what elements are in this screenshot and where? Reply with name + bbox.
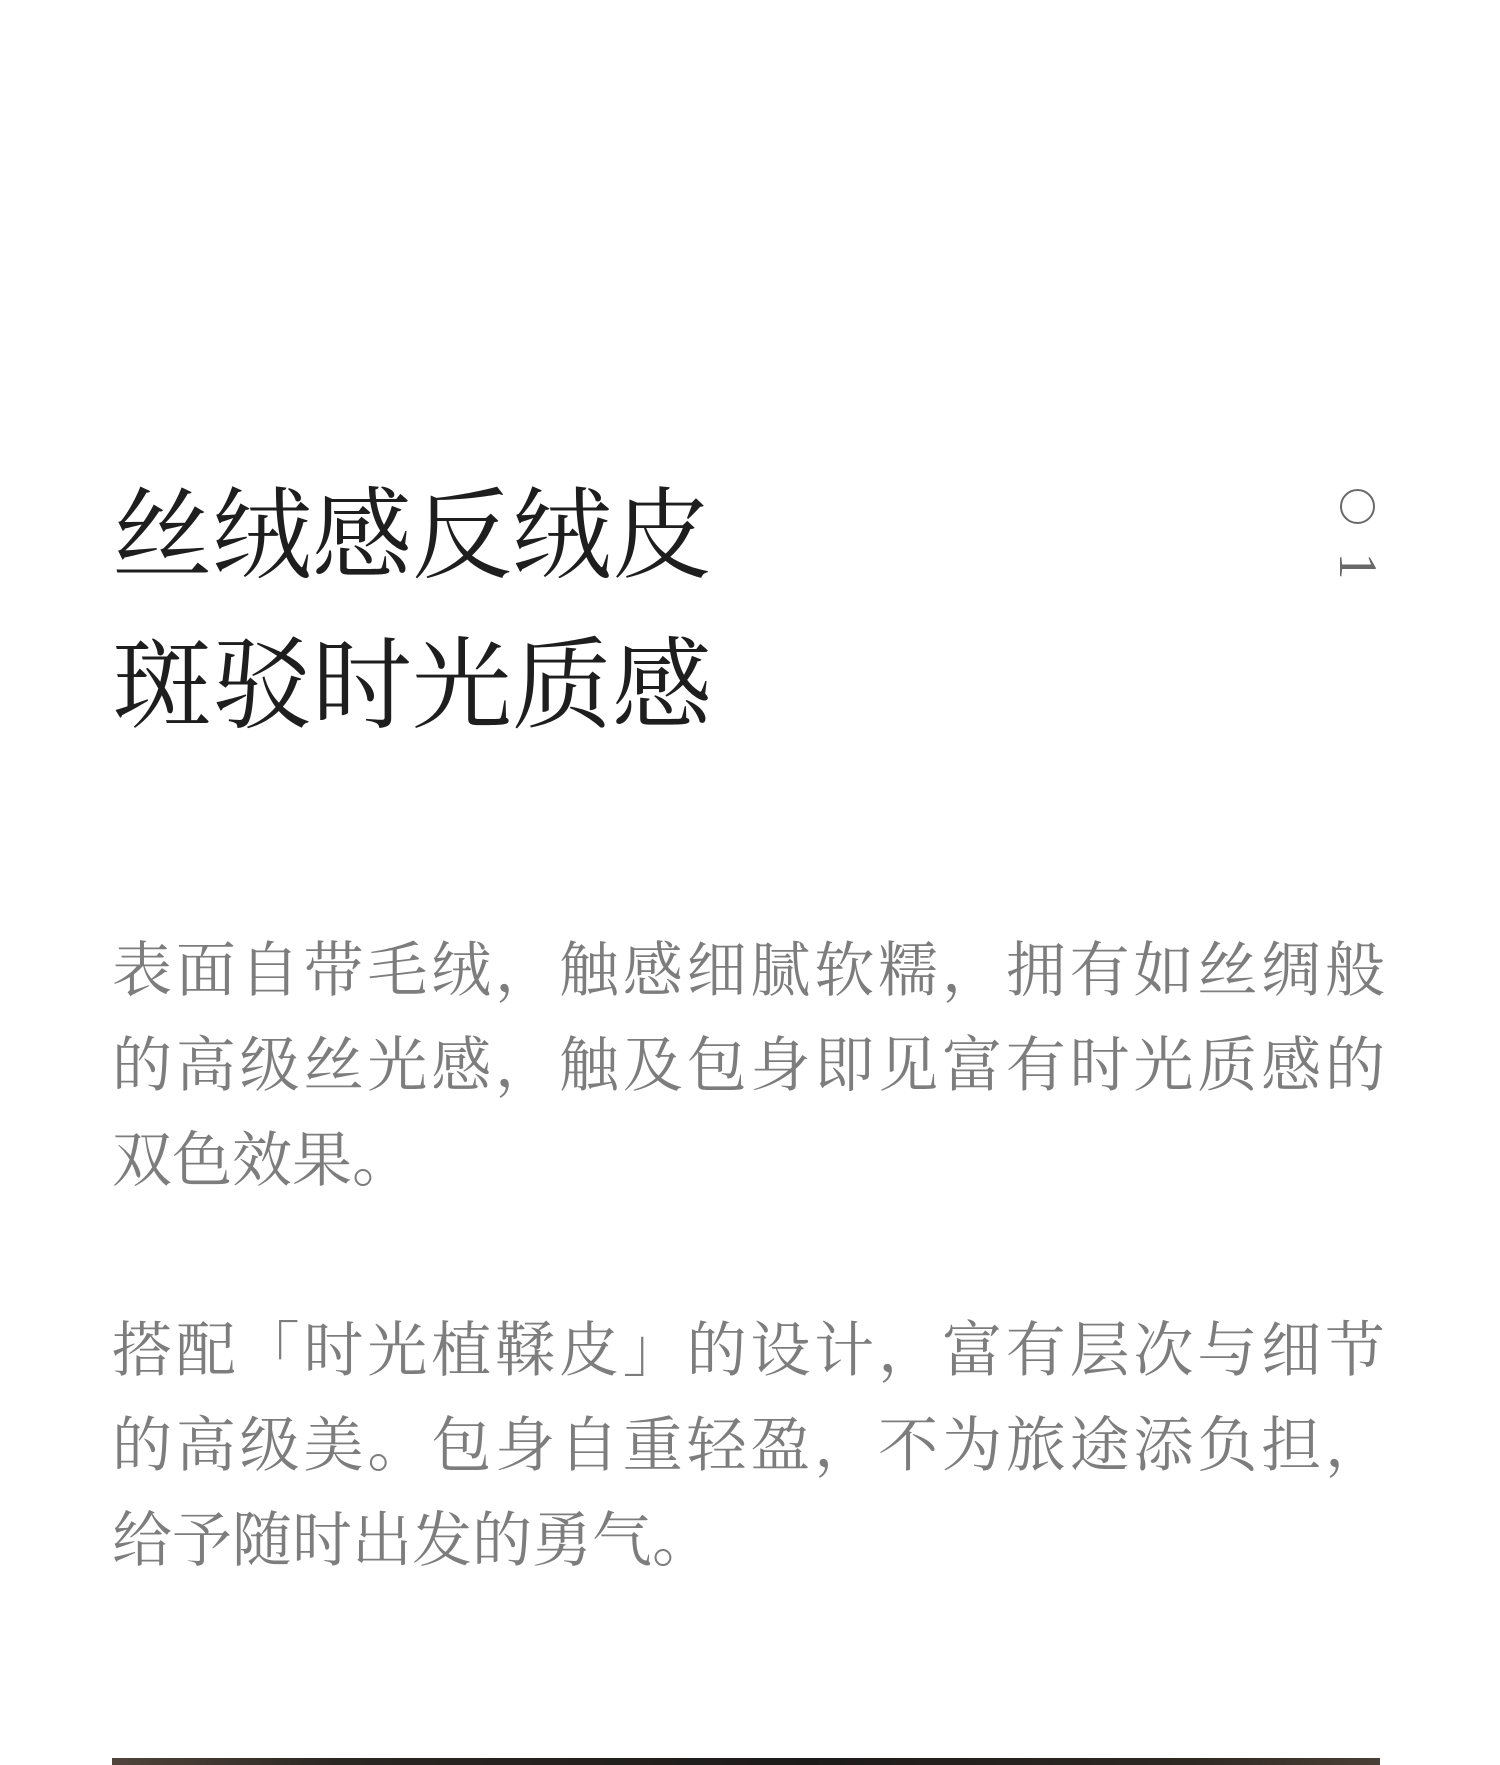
paragraph-1-line-3: 双色效果。 (112, 1126, 412, 1196)
paragraph-2 (112, 1304, 1385, 1589)
next-section-image-top-edge (112, 1758, 1380, 1765)
paragraph-2-line-3: 给予随时出发的勇气。 (112, 1506, 712, 1576)
paragraph-1-line-2: 的高级丝光感，触及包身即见富有时光质感的 (112, 1031, 1385, 1101)
page-number-zero-icon (1340, 489, 1375, 524)
section-heading (112, 462, 712, 762)
paragraph-2-line-1: 搭配「时光植鞣皮」的设计，富有层次与细节 (112, 1316, 1385, 1386)
body-copy (112, 924, 1385, 1589)
paragraph-1 (112, 924, 1385, 1209)
page-number-one-digit: 1 (1328, 552, 1388, 580)
heading-line-1: 丝绒感反绒皮 (112, 481, 712, 592)
paragraph-1-line-1: 表面自带毛绒，触感细腻软糯，拥有如丝绸般 (112, 936, 1385, 1006)
heading-line-2: 斑驳时光质感 (112, 631, 712, 742)
paragraph-2-line-2: 的高级美。包身自重轻盈，不为旅途添负担， (112, 1411, 1385, 1481)
